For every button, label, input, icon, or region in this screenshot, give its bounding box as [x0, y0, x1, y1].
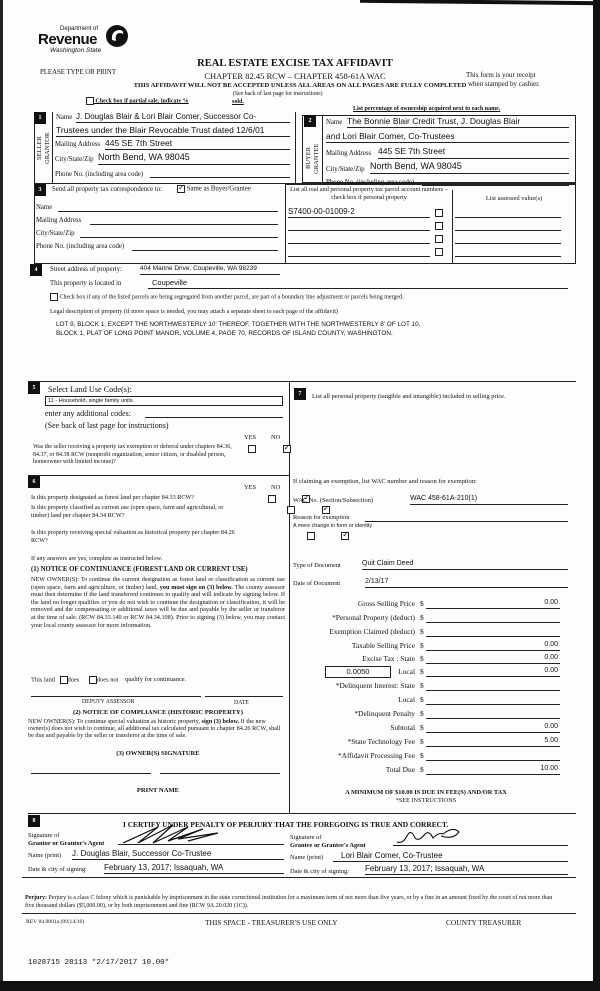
section-5-number: 5 — [28, 382, 40, 394]
ownership-note: List percentage of ownership acquired next to each name. — [353, 106, 501, 112]
owner-signature-field[interactable] — [31, 770, 151, 774]
form-title: REAL ESTATE EXCISE TAX AFFIDAVIT — [197, 58, 393, 69]
reason-value[interactable]: A mere change in form or identity — [293, 523, 373, 529]
street-address-value[interactable]: 404 Marine Drive, Coupeville, WA 98239 — [140, 265, 280, 275]
deputy-assessor-date[interactable] — [205, 693, 283, 697]
compliance-title: (2) NOTICE OF COMPLIANCE (HISTORIC PROPERTY) — [73, 709, 243, 716]
personal-property-deduct-row: *Personal Property (deduct) $ — [292, 613, 560, 625]
historical-yes-checkbox[interactable] — [307, 532, 315, 540]
partial-sale-checkbox[interactable] — [86, 97, 94, 105]
logo-state: Washington State — [50, 47, 102, 54]
exemption-yes-checkbox[interactable] — [248, 445, 256, 453]
yes-header: YES — [244, 434, 257, 441]
logo-agency: Revenue — [38, 31, 98, 48]
corr-phone-label: Phone No. (including area code) — [36, 243, 125, 250]
buyer-city-value[interactable]: North Bend, WA 98045 — [370, 161, 569, 174]
affidavit-processing-fee-row: *Affidavit Processing Fee $ — [292, 751, 560, 763]
delinquent-penalty-row: *Delinquent Penalty $ — [292, 709, 560, 721]
taxable-selling-price-row: Taxable Selling Price $ 0.00 — [351, 641, 558, 650]
total-due-value[interactable]: 10.00 — [426, 765, 560, 775]
wac-label: WAC No. (Section/Subsection) — [293, 497, 374, 504]
doc-type-label: Type of Document — [293, 562, 341, 569]
state-technology-fee-value[interactable]: 5.00 — [426, 737, 560, 747]
legal-description-line1[interactable]: LOT 9, BLOCK 1, EXCEPT THE NORTHWESTERLY 10' THEREOF, TOGETHER WITH THE NORTHWESTERLY 8' OF LOT 10, — [56, 321, 421, 328]
corr-mailing-label: Mailing Address — [36, 217, 82, 224]
revenue-logo-icon — [105, 24, 129, 48]
historical-question: Is this property receiving special valuation as historical property per chapter 84.26 RCW? — [31, 529, 235, 544]
logo-department: Department of — [60, 26, 99, 32]
buyer-label: BUYER — [305, 146, 312, 170]
section-3-number: 3 — [34, 184, 46, 196]
continuance-text: NEW OWNER(S): To continue the current designation as forest land or classification as current use (open space, farm and agriculture, or timber) land, you must sign on (3) below. The county assessor must then determine if the land transferred continues to qualify and will indicate by signing below. If the land no longer qualifies or you do not wish to continue the designation or classification, it will be removed and the compensating or additional taxes will be due and payable by the seller or transferor at the time of sale. (RCW 84.33.140 or RCW 84.34.108). Prior to signing (3) below, you may contact your local county assessor for more information. — [31, 576, 286, 629]
section-2-number: 2 — [304, 115, 316, 127]
seller-phone-field[interactable] — [150, 170, 290, 178]
affidavit-processing-fee-value[interactable] — [426, 751, 560, 761]
assessed-value[interactable] — [455, 246, 561, 257]
seller-city-label: City/State/Zip — [55, 156, 94, 163]
scan-edge-bottom — [0, 981, 600, 991]
owner-signature-label: (3) OWNER(S) SIGNATURE — [116, 750, 200, 757]
see-instructions-note: *SEE INSTRUCTIONS — [395, 797, 457, 804]
buyer-name-label: Name — [326, 119, 343, 126]
owner-signature-field-2[interactable] — [160, 770, 280, 774]
seller-mailing-label: Mailing Address — [55, 141, 101, 148]
grantor-signature-scribble-icon — [118, 823, 284, 845]
continuance-title: (1) NOTICE OF CONTINUANCE (FOREST LAND OR CURRENT USE) — [31, 566, 248, 573]
excise-tax-state-row: Excise Tax : State $ 0.00 — [362, 654, 558, 663]
partial-sale-label: Check box if partial sale, indicate % — [95, 98, 189, 105]
receipt-note-2: when stamped by cashier. — [468, 80, 540, 88]
personal-property-label: List all personal property (tangible and intangible) included in selling price. — [312, 393, 506, 400]
perjury-notice: Perjury: Perjury is a class C felony which is punishable by imprisonment in the state correctional institution for a maximum term of not more than five years, or by a fine in an amount fixed by the court of not more than five thousand dollars ($5,000.00), or by both imprisonment and fine (RCW 9A.20.020 (1C)). — [25, 895, 553, 909]
delinquent-penalty-value[interactable] — [426, 709, 560, 719]
partial-sale-row — [86, 97, 189, 105]
state-technology-fee-row: *State Technology Fee $ 5.00 — [347, 737, 558, 746]
section-7-number: 7 — [294, 388, 306, 400]
parcel-row — [288, 207, 574, 215]
deputy-assessor-label: DEPUTY ASSESSOR — [82, 699, 135, 705]
buyer-name-line2[interactable]: and Lori Blair Comer, Co-Trustees — [326, 131, 569, 143]
assessed-value[interactable] — [455, 233, 561, 244]
personal-property-checkbox[interactable] — [435, 248, 443, 256]
total-due-row: Total Due $ 10.00 — [385, 765, 558, 774]
assessed-value[interactable] — [455, 220, 561, 231]
legal-description-line2[interactable]: BLOCK 1, PLAT OF LONG POINT MANOR, VOLUME 4, PAGE 70, RECORDS OF ISLAND COUNTY, WASHINGTON. — [56, 330, 393, 337]
form-number: REV 84 0001a (09/14/16) — [26, 919, 85, 925]
grantee-signature-label: Signature of Grantee or Grantee's Agent — [290, 834, 366, 849]
deputy-assessor-signature[interactable] — [31, 693, 201, 697]
grantee-name-value[interactable]: Lori Blair Comer, Co-Trustee — [333, 851, 568, 862]
personal-property-checkbox[interactable] — [435, 235, 443, 243]
grantee-date-label: Date & city of signing: — [290, 868, 349, 875]
parcel-header: List all real and personal property tax parcel account numbers – check box if personal property — [290, 186, 448, 201]
segregated-label: Check box if any of the listed parcels are being segregated from another parcel, are part of a boundary line adjustment or parcels being merged. — [59, 294, 404, 301]
no-header: NO — [271, 434, 281, 441]
if-yes-note: If any answers are yes, complete as instructed below. — [31, 555, 163, 562]
exemption-intro: If claiming an exemption, list WAC number and reason for exemption: — [293, 478, 477, 485]
historical-no-checkbox[interactable] — [341, 532, 349, 540]
minimum-due-note: A MINIMUM OF $10.00 IS DUE IN FEE(S) AND/OR TAX — [345, 789, 507, 796]
parcel-number[interactable] — [288, 220, 430, 231]
grantee-signature-scribble-icon — [393, 822, 473, 846]
assessed-header: List assessed value(s) — [485, 195, 543, 202]
delinquent-interest-state-row: *Delinquent Interest: State $ — [292, 681, 560, 693]
certify-statement: I CERTIFY UNDER PENALTY OF PERJURY THAT THE FOREGOING IS TRUE AND CORRECT. — [123, 820, 449, 829]
grantee-date-value[interactable]: February 13, 2017; Issaquah, WA — [365, 864, 568, 875]
buyer-name-line1[interactable]: The Bonnie Blair Credit Trust, J. Douglas Blair — [347, 116, 569, 128]
doc-date-value[interactable]: 2/13/17 — [365, 578, 568, 588]
forest-yes-checkbox[interactable] — [268, 495, 276, 503]
exemption-claimed-value[interactable] — [426, 627, 560, 637]
forest-land-question: Is this property designated as forest land per chapter 84.33 RCW? — [31, 494, 195, 501]
section-4-number: 4 — [30, 264, 42, 276]
grantor-date-label: Date & city of signing: — [28, 866, 87, 873]
street-address-label: Street address of property: — [50, 266, 122, 273]
gross-selling-price-value[interactable]: 0.00 — [426, 599, 560, 609]
located-in-label: This property is located in — [50, 280, 122, 287]
instructions-note: (See back of last page for instructions) — [233, 91, 323, 97]
county-treasurer-label: COUNTY TREASURER — [446, 918, 522, 927]
seller-city-value[interactable]: North Bend, WA 98045 — [98, 152, 290, 165]
additional-codes-label: enter any additional codes: — [45, 409, 131, 418]
treasurer-use-label: THIS SPACE - TREASURER'S USE ONLY — [205, 918, 338, 927]
taxable-selling-price-value[interactable]: 0.00 — [426, 641, 560, 651]
grantor-name-value[interactable]: J. Douglas Blair, Successor Co-Trustee — [72, 849, 284, 860]
delinquent-interest-state-value[interactable] — [426, 681, 560, 691]
wac-value[interactable]: WAC 458-61A-210(1) — [410, 495, 568, 505]
parcel-row — [288, 246, 574, 254]
continuance-qualify-row: This land does does not qualify for continuance. — [31, 676, 187, 684]
same-as-buyer-row — [177, 185, 251, 193]
section-6-number: 6 — [28, 476, 40, 488]
corr-name-label: Name — [36, 204, 53, 211]
scan-edge-left — [0, 0, 3, 991]
corr-city-field[interactable] — [80, 230, 278, 238]
seller-phone-label: Phone No. (including area code) — [55, 171, 144, 178]
seller-name-line2[interactable]: Trustees under the Blair Revocable Trust dated 12/6/01 — [56, 125, 290, 137]
segregated-row — [50, 293, 404, 301]
excise-tax-local-row: Local $ 0.00 — [398, 667, 558, 676]
exemption-claimed-row: Exemption Claimed (deduct) $ — [292, 627, 560, 639]
personal-property-checkbox[interactable] — [435, 222, 443, 230]
additional-codes-field[interactable] — [145, 410, 283, 418]
doc-date-label: Date of Document — [293, 580, 341, 587]
legal-description-label: Legal description of property (if more space is needed, you may attach a separate sheet to each page of the affidavit) — [50, 308, 338, 315]
parcel-number[interactable] — [288, 233, 430, 244]
grantor-date-value[interactable]: February 13, 2017; Issaquah, WA — [104, 863, 284, 874]
does-not-qualify-checkbox[interactable] — [89, 676, 97, 684]
same-as-buyer-checkbox[interactable] — [177, 185, 185, 193]
print-name-label: PRINT NAME — [136, 787, 180, 794]
personal-property-deduct-value[interactable] — [426, 613, 560, 623]
parcel-row — [288, 220, 574, 228]
personal-property-field[interactable] — [308, 412, 570, 472]
exemption-no-checkbox[interactable] — [283, 445, 291, 453]
see-back-note: (See back of last page for instructions) — [45, 421, 169, 430]
scan-edge-right — [593, 0, 600, 991]
grantor-label: GRANTOR — [44, 132, 51, 164]
scan-edge-top — [360, 0, 600, 5]
section-1-number: 1 — [34, 112, 46, 124]
assessed-value[interactable] — [455, 207, 561, 218]
subtotal-row: Subtotal $ 0.00 — [390, 723, 558, 732]
seller-name-label: Name — [56, 114, 73, 121]
does-qualify-checkbox[interactable] — [60, 676, 68, 684]
exemption-question: Was the seller receiving a property tax exemption or deferral under chapters 84.36, 84.37, or 84.38 RCW (nonprofit organization, senior citizen, or disabled person, homeowner with limited income)? — [33, 444, 232, 465]
grantor-signature-field[interactable] — [118, 835, 284, 845]
buyer-city-label: City/State/Zip — [326, 166, 365, 173]
no-header: NO — [271, 484, 281, 491]
land-use-select[interactable]: 11 - Household, single family units — [45, 396, 283, 406]
doc-type-value[interactable]: Quit Claim Deed — [362, 560, 568, 570]
seller-label: SELLER — [36, 136, 43, 160]
parcel-row — [288, 233, 574, 241]
seller-name-line1[interactable]: J. Douglas Blair & Lori Blair Comer, Successor Co- — [76, 112, 290, 123]
compliance-text: NEW OWNER(S): To continue special valuation as historic property, sign (3) below. If the new owner(s) does not wish to continue, all additional tax calculated pursuant to chapter 84.26 RCW, shall be due and payable by the seller or transferor at the time of sale. — [28, 718, 281, 740]
delinquent-interest-local-row: Local $ — [292, 695, 560, 707]
land-use-label: Select Land Use Code(s): — [48, 385, 132, 394]
section-8-number: 8 — [28, 815, 40, 827]
corr-mailing-field[interactable] — [90, 217, 278, 225]
receipt-stamp: 1028715 28113 *2/17/2017 10.00* — [28, 959, 170, 967]
grantor-name-label: Name (print) — [28, 852, 62, 859]
send-correspondence-label: Send all property tax correspondence to: — [52, 186, 163, 193]
form-subtitle: CHAPTER 82.45 RCW – CHAPTER 458-61A WAC — [204, 71, 386, 81]
parcel-number[interactable]: S7400-00-01009-2 — [288, 207, 430, 218]
delinquent-interest-local-value[interactable] — [426, 695, 560, 705]
partial-sale-sold: sold. — [232, 99, 244, 105]
grantee-label: GRANTEE — [313, 143, 320, 175]
form-warning: THIS AFFIDAVIT WILL NOT BE ACCEPTED UNLESS ALL AREAS ON ALL PAGES ARE FULLY COMPLETED — [133, 82, 467, 89]
receipt-note-1: This form is your receipt — [466, 71, 536, 79]
please-type: PLEASE TYPE OR PRINT — [40, 69, 116, 76]
local-rate-field[interactable]: 0.0050 — [325, 666, 391, 678]
corr-name-field[interactable] — [58, 204, 278, 212]
grantee-signature-field[interactable] — [393, 840, 568, 846]
subtotal-value[interactable]: 0.00 — [426, 723, 560, 733]
corr-phone-field[interactable] — [132, 243, 278, 251]
corr-city-label: City/State/Zip — [36, 230, 75, 237]
gross-selling-price-row: Gross Selling Price $ 0.00 — [357, 599, 558, 608]
date-label: DATE — [234, 700, 249, 706]
yes-header: YES — [244, 484, 257, 491]
seller-mailing-value[interactable]: 445 SE 7th Street — [105, 138, 290, 150]
grantee-name-label: Name (print) — [290, 854, 324, 861]
buyer-mailing-label: Mailing Address — [326, 150, 372, 157]
segregated-checkbox[interactable] — [50, 293, 58, 301]
parcel-number[interactable] — [288, 246, 430, 257]
same-as-buyer-label: Same as Buyer/Grantee — [186, 185, 251, 193]
excise-tax-local-value[interactable]: 0.00 — [426, 667, 560, 677]
grantor-signature-label: Signature of Grantor or Grantor's Agent — [28, 832, 105, 847]
excise-tax-state-value[interactable]: 0.00 — [426, 654, 560, 664]
buyer-mailing-value[interactable]: 445 SE 7th Street — [378, 146, 569, 159]
current-use-question: Is this property classified as current use (open space, farm and agricultural, or timber) land per chapter 84.34 RCW? — [31, 504, 224, 519]
reason-label: Reason for exemption — [293, 514, 350, 521]
personal-property-checkbox[interactable] — [435, 209, 443, 217]
located-in-value[interactable]: Coupeville — [148, 278, 568, 289]
